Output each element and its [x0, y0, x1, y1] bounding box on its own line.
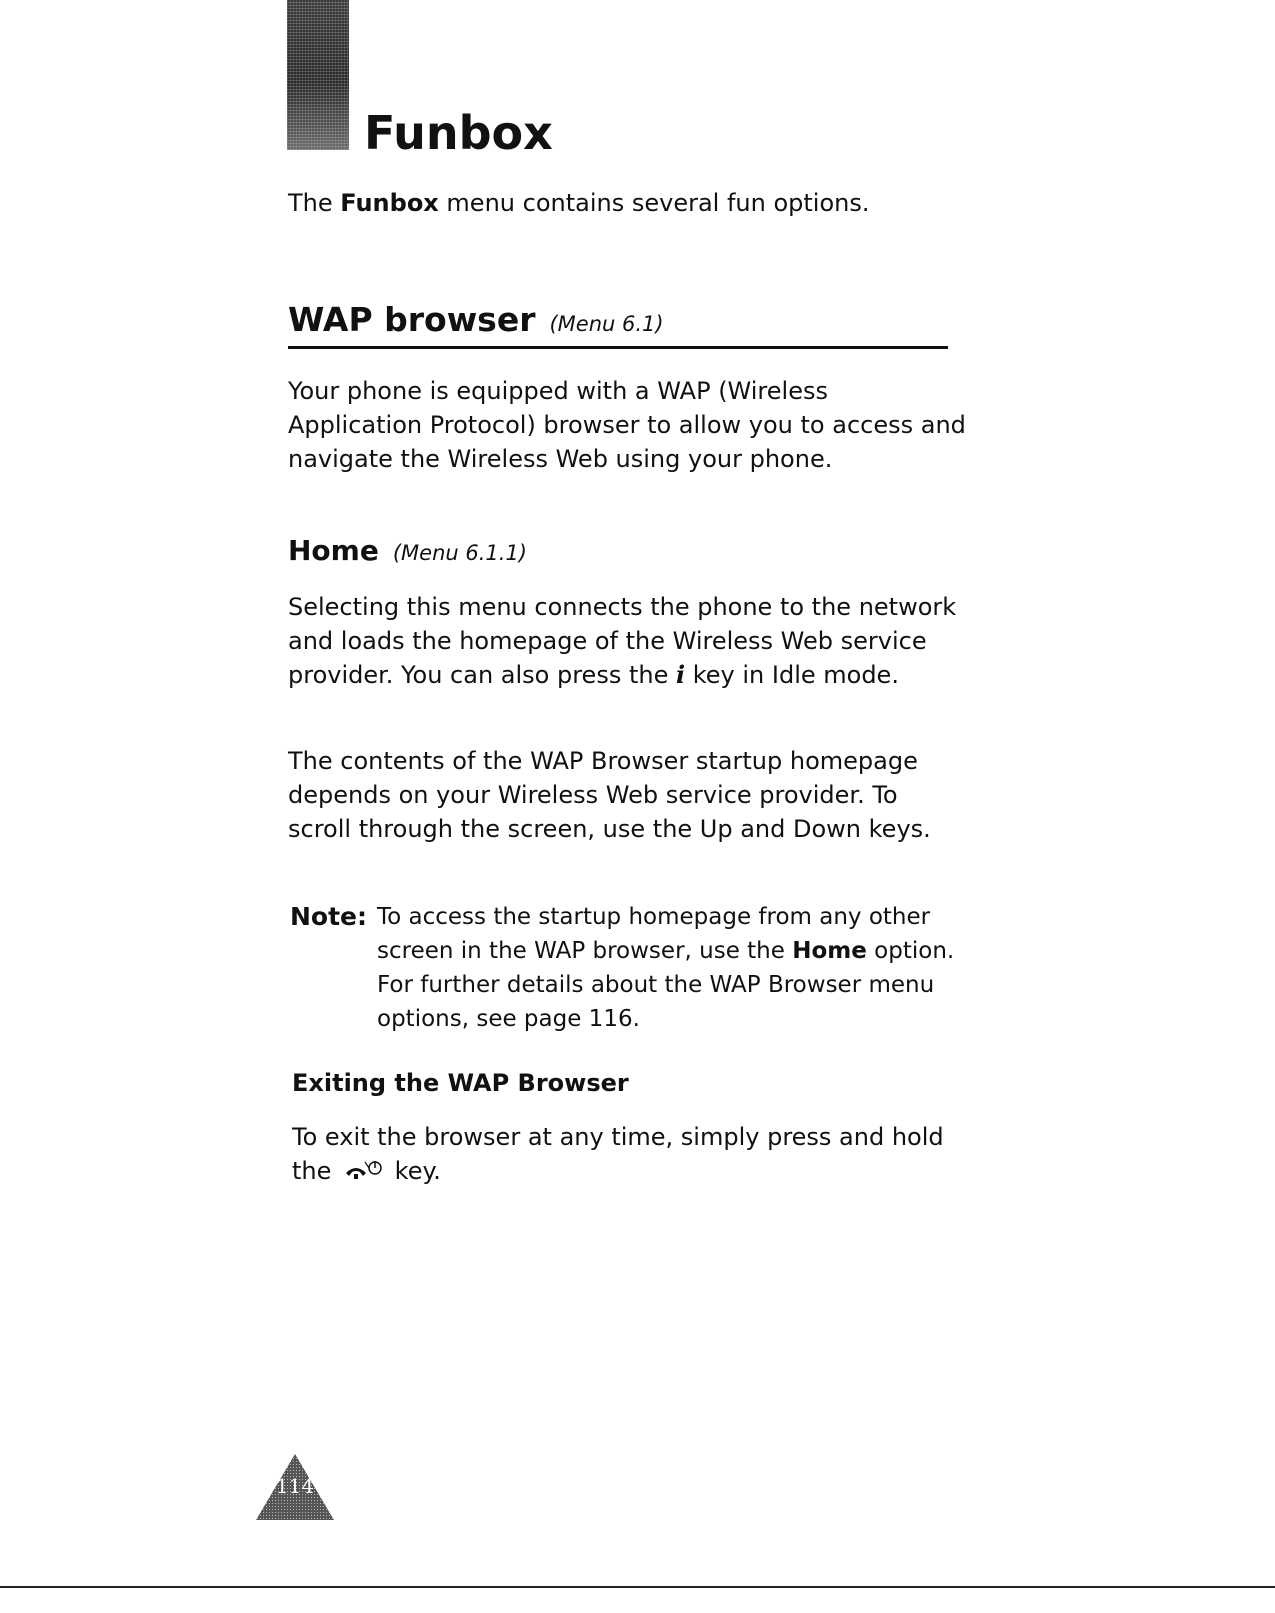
exit-heading: Exiting the WAP Browser [292, 1069, 629, 1097]
intro-text-after: menu contains several fun options. [438, 189, 870, 217]
note-label: Note: [290, 902, 368, 931]
page-number: 114 [275, 1474, 315, 1498]
home-p1-before: Selecting this menu connects the phone to the network and loads the homepage of the Wireless Web service provider. You can also press the [288, 593, 957, 689]
home-p1-after: key in Idle mode. [685, 661, 899, 689]
home-paragraph-1 [288, 590, 968, 692]
exit-text-after: key. [387, 1157, 441, 1185]
note-block [290, 900, 990, 1032]
note-body [377, 900, 977, 1036]
section-paragraph: Your phone is equipped with a WAP (Wireless Application Protocol) browser to allow you to access and navigate the Wireless Web using your phone. [288, 377, 966, 473]
section-heading-wap-browser [288, 296, 948, 349]
section-title: WAP browser [288, 300, 536, 339]
intro-paragraph [288, 186, 968, 220]
chapter-tab-marker [287, 0, 349, 150]
subsection-heading-home [288, 528, 788, 574]
note-bold-term: Home [792, 938, 867, 964]
end-call-power-key-icon [343, 1156, 383, 1190]
exit-paragraph [292, 1120, 972, 1190]
chapter-title: Funbox [364, 106, 553, 160]
subsection-title: Home [288, 534, 379, 567]
note-text-before: To access the startup homepage from any other screen in the WAP browser, use the [377, 904, 931, 964]
home-paragraph-2: The contents of the WAP Browser startup homepage depends on your Wireless Web service provider. To scroll through the screen, use the Up and Down keys. [288, 747, 931, 843]
subsection-menu-ref: (Menu 6.1.1) [392, 541, 527, 565]
i-key-icon: i [675, 660, 686, 689]
intro-bold-term: Funbox [340, 189, 439, 217]
intro-text-before: The [288, 189, 341, 217]
section-menu-ref: (Menu 6.1) [549, 312, 664, 336]
page-number-badge [254, 1452, 336, 1522]
note-text-after: option. For further details about the WAP Browser menu options, see page 116. [377, 938, 955, 1032]
bottom-rule [0, 1586, 1275, 1588]
exit-text-before: To exit the browser at any time, simply press and hold the [292, 1123, 944, 1185]
